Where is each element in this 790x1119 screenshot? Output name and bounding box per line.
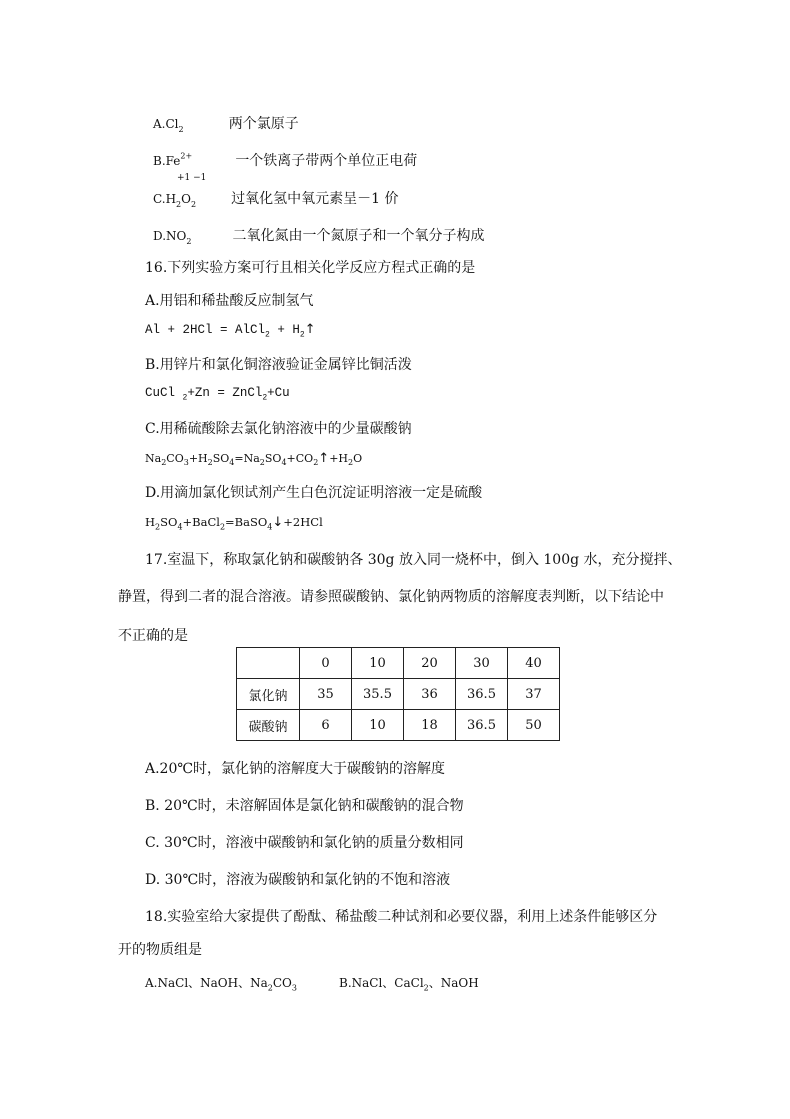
option-text: 二氧化氮由一个氮原子和一个氧分子构成 bbox=[232, 228, 485, 244]
q16-option-b: B.用锌片和氯化铜溶液验证金属锌比铜活泼 bbox=[145, 357, 412, 373]
q17-stem-line2: 静置，得到二者的混合溶液。请参照碳酸钠、氯化钠两物质的溶解度表判断，以下结论中 bbox=[118, 589, 664, 605]
option-text: 过氧化氢中氧元素呈－1 价 bbox=[231, 191, 399, 207]
gas-arrow-icon: ↑ bbox=[304, 322, 316, 337]
formula: O bbox=[181, 192, 191, 206]
subscript: 2 bbox=[186, 237, 192, 247]
table-cell: 36 bbox=[404, 679, 456, 710]
subscript: 2 bbox=[299, 330, 305, 340]
eq-part: SO bbox=[160, 515, 178, 529]
eq-part: =Na bbox=[234, 452, 260, 465]
table-cell: 0 bbox=[300, 648, 352, 679]
subscript: 2 bbox=[348, 458, 354, 468]
q16-option-d: D.用滴加氯化钡试剂产生白色沉淀证明溶液一定是硫酸 bbox=[145, 485, 483, 501]
table-row-label: 碳酸钠 bbox=[237, 710, 300, 741]
formula: Cl bbox=[165, 117, 179, 131]
table-row bbox=[237, 679, 560, 710]
precipitate-arrow-icon: ↓ bbox=[272, 515, 284, 530]
eq-part: +BaCl bbox=[182, 515, 220, 529]
table-cell: 36.5 bbox=[456, 710, 508, 741]
eq-part: CuCl bbox=[145, 386, 183, 400]
eq-part: + H bbox=[269, 323, 300, 337]
eq-part: H bbox=[145, 515, 156, 529]
eq-part: +2HCl bbox=[283, 515, 323, 529]
table-row bbox=[237, 710, 560, 741]
subscript: 2 bbox=[161, 458, 167, 468]
subscript: 2 bbox=[265, 330, 270, 340]
superscript: 2+ bbox=[180, 151, 193, 161]
formula: Fe bbox=[165, 154, 181, 168]
table-cell: 50 bbox=[508, 710, 560, 741]
option-text: CO bbox=[272, 976, 292, 990]
table-cell: 10 bbox=[352, 710, 404, 741]
q17-option-d: D. 30℃时，溶液为碳酸钠和氯化钠的不饱和溶液 bbox=[145, 872, 451, 888]
subscript: 2 bbox=[182, 393, 188, 403]
subscript: 2 bbox=[176, 200, 182, 210]
q15-option-a bbox=[153, 113, 299, 134]
q15-option-c bbox=[153, 188, 399, 209]
solubility-table bbox=[236, 647, 560, 741]
q17-option-b: B. 20℃时，未溶解固体是氯化钠和碳酸钠的混合物 bbox=[145, 798, 464, 814]
subscript: 3 bbox=[291, 983, 297, 993]
valence-marks bbox=[177, 173, 206, 183]
table-row-label: 氯化钠 bbox=[237, 679, 300, 710]
option-text: 、NaOH bbox=[428, 976, 479, 990]
q16-stem: 16.下列实验方案可行且相关化学反应方程式正确的是 bbox=[145, 260, 476, 276]
subscript: 2 bbox=[190, 200, 197, 210]
q17-option-a: A.20℃时，氯化钠的溶解度大于碳酸钠的溶解度 bbox=[145, 761, 446, 777]
subscript: 2 bbox=[423, 983, 429, 993]
option-text: 两个氯原子 bbox=[228, 116, 299, 132]
table-cell: 18 bbox=[404, 710, 456, 741]
table-cell bbox=[237, 648, 300, 679]
table-cell: 6 bbox=[300, 710, 352, 741]
subscript: 2 bbox=[219, 522, 226, 532]
table-header-row bbox=[237, 648, 560, 679]
table-cell: 30 bbox=[456, 648, 508, 679]
subscript: 4 bbox=[281, 458, 287, 468]
q15-option-d bbox=[153, 225, 485, 246]
q16-equation-c bbox=[145, 451, 362, 467]
subscript: 4 bbox=[229, 458, 235, 468]
q18-stem-line1: 18.实验室给大家提供了酚酞、稀盐酸二种试剂和必要仪器，利用上述条件能够区分 bbox=[145, 909, 658, 925]
eq-part: Al + 2HCl = AlCl bbox=[145, 323, 266, 337]
table-cell: 20 bbox=[404, 648, 456, 679]
subscript: 2 bbox=[262, 393, 268, 403]
q15-option-b bbox=[153, 150, 417, 170]
formula: H bbox=[165, 192, 177, 206]
eq-part: +Cu bbox=[267, 386, 290, 400]
eq-part: CO bbox=[166, 452, 184, 465]
valence-mark-text: +1 −1 bbox=[177, 173, 207, 183]
eq-part: +Zn = ZnCl bbox=[187, 386, 263, 400]
q16-equation-a bbox=[145, 322, 316, 340]
q18-option-a bbox=[145, 974, 297, 992]
subscript: 4 bbox=[267, 522, 273, 532]
subscript: 2 bbox=[178, 125, 184, 135]
table-cell: 36.5 bbox=[456, 679, 508, 710]
subscript: 2 bbox=[155, 522, 161, 532]
subscript: 2 bbox=[207, 458, 213, 468]
table-cell: 35 bbox=[300, 679, 352, 710]
eq-part: +CO bbox=[286, 452, 314, 465]
option-letter: C. bbox=[153, 192, 166, 206]
q18-option-b bbox=[339, 974, 479, 992]
q16-option-c: C.用稀硫酸除去氯化钠溶液中的少量碳酸钠 bbox=[145, 421, 412, 437]
q17-option-c: C. 30℃时，溶液中碳酸钠和氯化钠的质量分数相同 bbox=[145, 835, 464, 851]
table-cell: 35.5 bbox=[352, 679, 404, 710]
eq-part: =BaSO bbox=[225, 515, 268, 529]
subscript: 2 bbox=[259, 458, 265, 468]
q16-option-a: A.用铝和稀盐酸反应制氢气 bbox=[145, 293, 314, 309]
q17-stem-line3: 不正确的是 bbox=[118, 628, 188, 644]
subscript: 2 bbox=[267, 983, 273, 993]
eq-part: SO bbox=[212, 452, 230, 465]
q16-equation-b bbox=[145, 386, 290, 403]
gas-arrow-icon: ↑ bbox=[318, 451, 330, 466]
eq-part: +H bbox=[329, 452, 348, 465]
table-cell: 40 bbox=[508, 648, 560, 679]
option-letter: A. bbox=[153, 117, 166, 131]
table-cell: 37 bbox=[508, 679, 560, 710]
q18-stem-line2: 开的物质组是 bbox=[118, 942, 202, 958]
eq-part: +H bbox=[188, 452, 208, 465]
option-letter: D. bbox=[153, 229, 167, 243]
option-text: B.NaCl、CaCl bbox=[339, 976, 424, 990]
option-letter: B. bbox=[153, 154, 166, 168]
eq-part: O bbox=[353, 452, 363, 465]
subscript: 4 bbox=[177, 522, 183, 532]
subscript: 3 bbox=[183, 458, 189, 468]
option-text: 一个铁离子带两个单位正电荷 bbox=[235, 153, 418, 169]
table-cell: 10 bbox=[352, 648, 404, 679]
option-text: A.NaCl、NaOH、Na bbox=[145, 976, 268, 990]
eq-part: SO bbox=[264, 452, 282, 465]
q17-stem-line1: 17.室温下，称取氯化钠和碳酸钠各 30g 放入同一烧杯中，倒入 100g 水，充分搅拌、 bbox=[145, 552, 682, 568]
eq-part: Na bbox=[145, 452, 162, 465]
formula: NO bbox=[166, 229, 187, 243]
subscript: 2 bbox=[313, 458, 319, 468]
q16-equation-d bbox=[145, 515, 323, 531]
